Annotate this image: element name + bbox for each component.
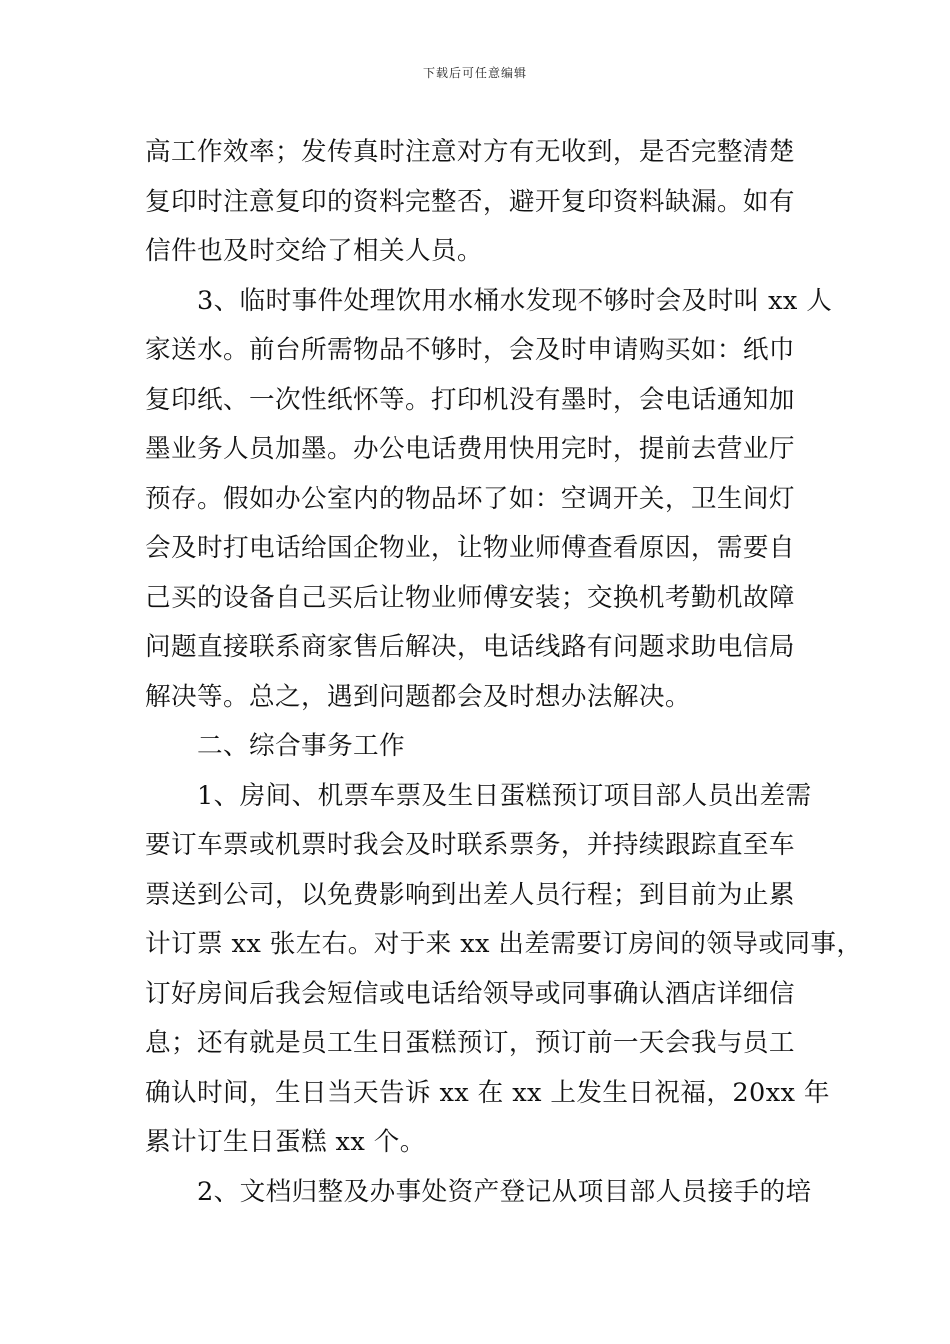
text-line: 确认时间，生日当天告诉 xx 在 xx 上发生日祝福，20xx 年 (145, 1077, 830, 1108)
paragraph-start-line: 2、文档归整及办事处资产登记从项目部人员接手的培 (197, 1176, 812, 1207)
paragraph-start-line: 1、房间、机票车票及生日蛋糕预订项目部人员出差需 (197, 780, 812, 811)
text-line: 复印时注意复印的资料完整否，避开复印资料缺漏。如有 (145, 186, 795, 217)
text-line: 解决等。总之，遇到问题都会及时想办法解决。 (145, 681, 691, 712)
text-line: 订好房间后我会短信或电话给领导或同事确认酒店详细信 (145, 978, 795, 1009)
paragraph-start-line: 3、临时事件处理饮用水桶水发现不够时会及时叫 xx 人 (197, 285, 833, 316)
text-line: 信件也及时交给了相关人员。 (145, 236, 483, 266)
text-line: 家送水。前台所需物品不够时，会及时申请购买如：纸巾 (145, 335, 795, 365)
text-line: 计订票 xx 张左右。对于来 xx 出差需要订房间的领导或同事， (145, 929, 863, 959)
text-line: 累计订生日蛋糕 xx 个。 (145, 1127, 426, 1157)
text-line: 息；还有就是员工生日蛋糕预订，预订前一天会我与员工 (145, 1028, 795, 1058)
text-line: 己买的设备自己买后让物业师傅安装；交换机考勤机故障 (145, 582, 795, 613)
text-line: 问题直接联系商家售后解决，电话线路有问题求助电信局 (145, 632, 795, 662)
text-line: 要订车票或机票时我会及时联系票务，并持续跟踪直至车 (145, 830, 795, 860)
text-line: 墨业务人员加墨。办公电话费用快用完时，提前去营业厅 (145, 434, 795, 464)
text-line: 复印纸、一次性纸怀等。打印机没有墨时，会电话通知加 (145, 384, 795, 415)
text-line: 预存。假如办公室内的物品坏了如：空调开关，卫生间灯 (145, 483, 795, 514)
text-line: 会及时打电话给国企物业，让物业师傅查看原因，需要自 (145, 533, 795, 563)
header-note: 下载后可任意编辑 (422, 66, 527, 80)
text-line: 高工作效率；发传真时注意对方有无收到，是否完整清楚 (145, 137, 795, 167)
body-text (145, 128, 863, 1217)
text-line: 票送到公司，以免费影响到出差人员行程；到目前为止累 (145, 879, 795, 910)
section-heading: 二、综合事务工作 (197, 731, 405, 761)
